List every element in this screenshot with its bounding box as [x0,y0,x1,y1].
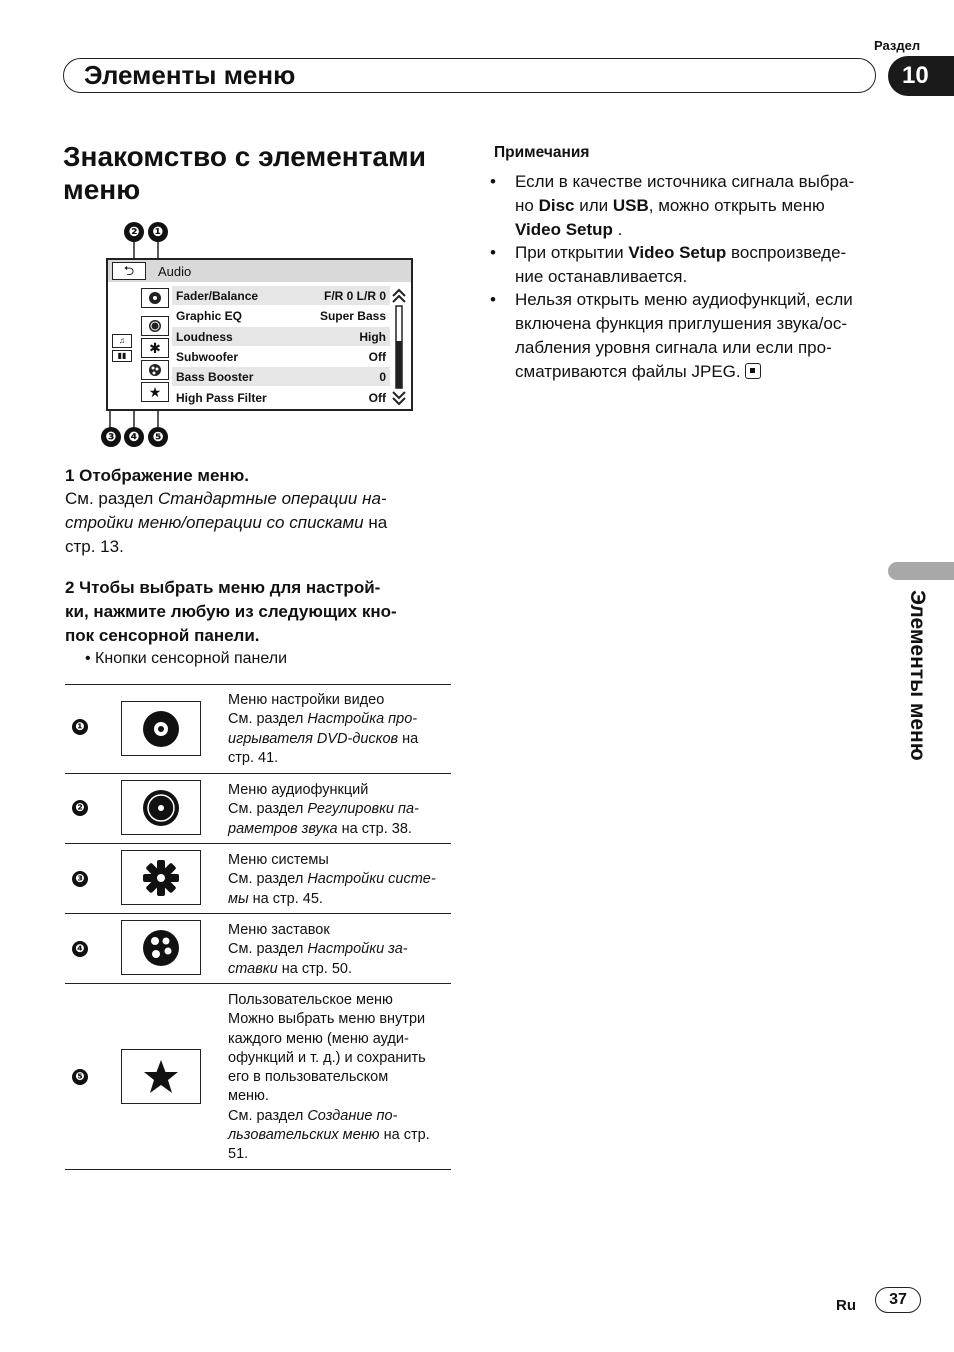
section-label: Раздел [874,38,921,53]
screen-row[interactable]: Loudness High [172,327,390,346]
language-label: Ru [836,1297,856,1314]
item2-heading: 2 Чтобы выбрать меню для настрой- [65,578,381,597]
table-divider [65,983,451,984]
side-tab-label: Элементы меню [906,590,929,761]
marker-4: ❹ [124,427,144,447]
audio-icon [121,780,201,835]
table-divider [65,773,451,774]
star-favorite-icon [121,1049,201,1104]
marker-1: ❶ [148,222,168,242]
table-marker: ❹ [72,941,88,957]
table-row-text: Пользовательское меню Можно выбрать меню внутри каждого меню (меню ауди- офункций и т. д.) и сохранить его в пользовательском меню. См. раздел Создание по- льзовательских меню на стр. 51. [228,992,430,1163]
side-tab [888,562,954,580]
theme-icon[interactable] [141,360,169,380]
video-setup-icon [121,701,201,756]
item1-text: См. раздел Стандартные операции на- [65,489,387,508]
end-mark-icon [745,363,761,379]
theme-palette-icon [121,920,201,975]
video-setup-icon[interactable] [141,288,169,308]
screen-row[interactable]: Subwoofer Off [176,349,386,364]
scrollbar[interactable] [391,286,407,408]
item2-bullet: • Кнопки сенсорной панели [85,650,288,667]
audio-icon[interactable] [141,316,169,336]
marker-3: ❸ [101,427,121,447]
marker-2: ❷ [124,222,144,242]
item1-heading: 1 Отображение меню. [65,466,249,485]
screen-row[interactable]: Fader/Balance F/R 0 L/R 0 [172,286,390,305]
table-row-text: Меню заставок См. раздел Настройки за- ставки на стр. 50. [228,922,408,977]
marker-5: ❺ [148,427,168,447]
table-row-text: Меню настройки видео См. раздел Настройка про- игрывателя DVD-дисков на стр. 41. [228,692,419,766]
mini-eq-icon: ♫ [112,334,132,348]
mini-bars-icon: ▮▮ [112,350,132,362]
table-marker: ❸ [72,871,88,887]
table-row-text: Меню системы См. раздел Настройки систе- мы на стр. 45. [228,852,436,907]
table-marker: ❺ [72,1069,88,1085]
table-divider [65,843,451,844]
item1-text: стройки меню/операции со списками на [65,513,388,532]
item2-heading: ки, нажмите любую из следующих кно- [65,602,397,621]
note-item: • При открытии Video Setup воспроизведе- ние останавливается. [490,243,847,286]
table-divider [65,684,451,685]
favorite-icon[interactable]: ★ [141,382,169,402]
table-divider [65,913,451,914]
item1-text: стр. 13. [65,537,124,556]
screen-row[interactable]: High Pass Filter Off [176,390,386,405]
page-title: Знакомство с элементами меню [63,141,426,205]
note-item: • Если в качестве источника сигнала выбра- но Disc или USB, можно открыть меню Video Setup . [490,172,855,239]
notes-title: Примечания [494,144,590,161]
note-item: • Нельзя открыть меню аудиофункций, если включена функция приглушения звука/ос- лабления уровня сигнала или если про- сматриваются файлы JPEG. [490,290,853,381]
screen-row[interactable]: Bass Booster 0 [172,367,390,386]
table-marker: ❷ [72,800,88,816]
screen-row[interactable]: Graphic EQ Super Bass [176,308,386,323]
audio-menu-screen [106,258,413,411]
table-row-text: Меню аудиофункций См. раздел Регулировки па- раметров звука на стр. 38. [228,782,419,837]
screen-title: Audio [158,264,192,279]
section-number-badge: 10 [888,56,954,96]
item2-heading: пок сенсорной панели. [65,626,260,645]
table-marker: ❶ [72,719,88,735]
header-title: Элементы меню [84,60,296,90]
back-button[interactable]: ⮌ [112,262,146,280]
system-icon[interactable]: ✱ [141,338,169,358]
screen-titlebar [108,260,411,282]
table-divider [65,1169,451,1170]
system-icon [121,850,201,905]
page-number: 37 [875,1287,921,1313]
